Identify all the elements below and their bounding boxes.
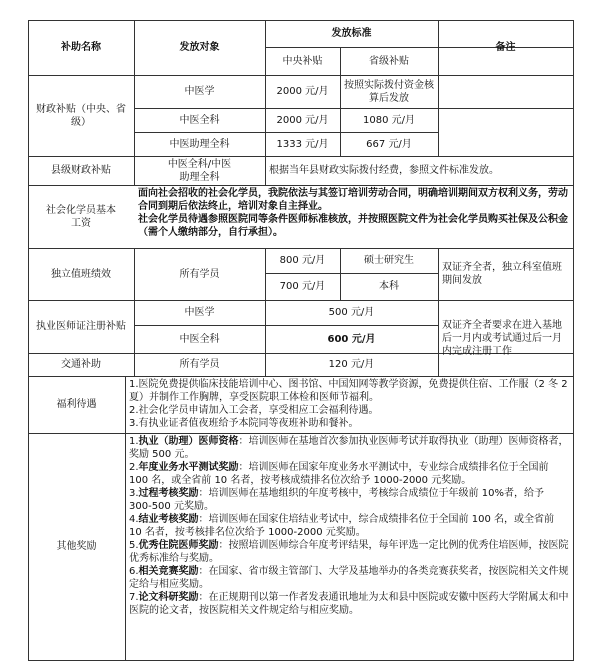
duty-amount-2: 700 元/月: [279, 281, 326, 292]
reward-num: 5.: [129, 540, 139, 551]
welfare-name: 福利待遇: [56, 399, 97, 410]
welfare-content: [125, 376, 573, 433]
reward-num: 3.: [129, 488, 139, 499]
reward-item-5: [129, 539, 569, 565]
reward-num: 6.: [129, 566, 139, 577]
reward-title: 论文科研奖励: [138, 592, 199, 603]
reward-item-4: [129, 513, 569, 539]
header-provincial: 省级补贴: [369, 55, 409, 67]
county-target: 中医全科/中医助理全科: [167, 158, 232, 183]
duty-bonus-name: 独立值班绩效: [51, 268, 111, 280]
reward-text: ：培训医师在国家住培结业考试中，综合成绩排名位于全国前 100 名，或全省前 10 名者，按考核排名位次给予 1000-2000 元奖励。: [129, 514, 554, 538]
other-rewards-name: 其他奖励: [56, 541, 97, 552]
reward-text: ：培训医师在基地组织的年度考核中，考核综合成绩位于年级前 10%者，给予 300-500 元奖励。: [129, 488, 544, 512]
social-wage-text: [134, 185, 573, 248]
header-central: 中央补贴: [282, 55, 323, 67]
other-rewards-content: [125, 433, 573, 660]
duty-remarks: 双证齐全者，独立科室值班期间发放: [442, 262, 562, 286]
header-target: 发放对象: [179, 42, 220, 53]
social-wage-line2: 社会化学员待遇参照医院同等条件医师标准核放，并按照医院文件为社会化学员购买社保及公积金（需个人缴纳部分，自行承担）。: [138, 214, 568, 238]
transport-subsidy-name: 交通补助: [61, 359, 101, 370]
duty-degree-1: 硕士研究生: [364, 255, 414, 266]
fiscal-row1-target: 中医学: [184, 86, 215, 97]
reward-title: 优秀住院医师奖励: [138, 540, 219, 551]
welfare-item-3: 3.有执业证者值夜班给予本院同等夜班补助和餐补。: [129, 418, 359, 429]
reward-num: 7.: [129, 592, 139, 603]
reward-text: ：培训医师在基地首次参加执业医师考试并取得执业（助理）医师资格者，奖励 500 元。: [129, 436, 569, 460]
reward-num: 4.: [129, 514, 139, 525]
welfare-item-1: 1.医院免费提供临床技能培训中心、图书馆、中国知网等教学资源，免费提供住宿、工作服（2 冬 2 夏）并制作工作胸牌，享受医院职工体检和医师节福利。: [129, 379, 568, 403]
reward-text: ：在国家、省市级主管部门、大学及基地举办的各类竞赛获奖者，按医院相关文件规定给与相应奖励。: [129, 566, 569, 590]
fiscal-subsidy-name: 财政补贴（中央、省级）: [36, 103, 126, 128]
reward-text: ：按照培训医师综合年度考评结果，每年评选一定比例的优秀住培医师，按医院优秀标准给与奖励。: [129, 540, 569, 564]
county-subsidy-name: 县级财政补贴: [51, 165, 111, 176]
fiscal-row2-target: 中医全科: [179, 114, 220, 126]
reward-item-6: [129, 565, 569, 591]
reward-item-7: [129, 591, 569, 617]
reward-title: 过程考核奖励: [138, 488, 199, 499]
reward-title: 执业（助理）医师资格: [138, 436, 239, 447]
license-subsidy-name: 执业医师证注册补贴: [36, 321, 126, 332]
fiscal-row3-target: 中医助理全科: [169, 138, 230, 150]
county-standard: 根据当年县财政实际拨付经费，参照文件标准发放。: [269, 165, 499, 176]
license-row1-amount: 500 元/月: [328, 307, 375, 318]
transport-amount: 120 元/月: [328, 359, 375, 370]
fiscal-row1-provincial: 按照实际拨付资金核算后发放: [344, 79, 434, 104]
transport-target: 所有学员: [179, 359, 220, 370]
license-row2-target: 中医全科: [179, 333, 220, 345]
reward-item-2: [129, 461, 569, 487]
reward-num: 1.: [129, 436, 139, 447]
duty-amount-1: 800 元/月: [279, 255, 326, 266]
header-subsidy-name: 补助名称: [61, 42, 101, 53]
reward-title: 相关竞赛奖励: [138, 566, 199, 577]
fiscal-row3-central: 1333 元/月: [276, 138, 329, 150]
social-wage-name: 社会化学员基本工资: [46, 204, 116, 229]
reward-text: ：在正规期刊以第一作者发表通讯地址为太和县中医院或安徽中医药大学附属太和中医院的论文者，按医院相关文件规定给与相应奖励。: [129, 592, 569, 616]
reward-item-1: [129, 435, 569, 461]
fiscal-row3-provincial: 667 元/月: [366, 138, 412, 150]
fiscal-row2-central: 2000 元/月: [276, 114, 329, 126]
duty-bonus-target: 所有学员: [179, 268, 220, 280]
fiscal-row1-central: 2000 元/月: [276, 86, 329, 97]
duty-degree-2: 本科: [379, 281, 399, 292]
license-remarks: 双证齐全者要求在进入基地后一月内或考试通过后一月内完成注册工作: [442, 319, 562, 357]
header-remarks: 备注: [495, 42, 516, 53]
license-row2-amount: 600 元/月: [327, 333, 376, 345]
reward-text: ：培训医师在国家年度业务水平测试中，专业综合成绩排名位于全国前 100 名，或全省前 10 名者，按考核成绩排名位次给予 1000-2000 元奖励。: [129, 462, 549, 486]
reward-item-3: [129, 487, 569, 513]
reward-title: 结业考核奖励: [138, 514, 199, 525]
reward-title: 年度业务水平测试奖励: [138, 462, 239, 473]
reward-num: 2.: [129, 462, 139, 473]
license-row1-target: 中医学: [184, 307, 215, 318]
social-wage-line1: 面向社会招收的社会化学员，我院依法与其签订培训劳动合同，明确培训期间双方权利义务，劳动合同到期后依法终止，培训对象自主择业。: [138, 188, 568, 212]
fiscal-row2-provincial: 1080 元/月: [363, 114, 415, 126]
header-standard: 发放标准: [331, 28, 372, 39]
welfare-item-2: 2.社会化学员申请加入工会者，享受相应工会福利待遇。: [129, 405, 379, 416]
